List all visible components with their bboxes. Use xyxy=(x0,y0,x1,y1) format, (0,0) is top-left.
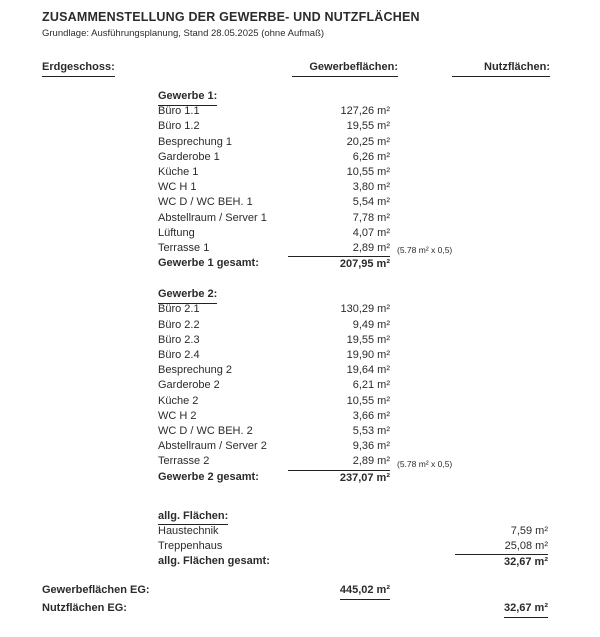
table-row xyxy=(0,394,600,409)
nutz-eg-total xyxy=(476,601,548,618)
gewerbe-area-value: 2,89 m² xyxy=(352,455,390,468)
calc-note: (5.78 m² x 0,5) xyxy=(397,245,453,256)
table-row xyxy=(0,165,600,180)
gewerbe-eg-total-text: 445,02 m² xyxy=(340,583,390,600)
table-row xyxy=(0,302,600,317)
column-header-nutzflaechen: Nutzflächen: xyxy=(452,60,550,77)
row-label: WC H 1 xyxy=(158,181,197,194)
section-total-row xyxy=(0,470,600,485)
row-label: Küche 1 xyxy=(158,165,199,178)
gewerbe-area-value: 19,55 m² xyxy=(346,120,390,133)
gewerbe-area-value: 9,49 m² xyxy=(352,318,390,331)
gewerbe-area-value: 6,26 m² xyxy=(352,150,390,163)
row-label: Besprechung 1 xyxy=(158,135,232,148)
table-row xyxy=(0,363,600,378)
nutz-total-value: 32,67 m² xyxy=(455,554,548,570)
summary-footer xyxy=(0,583,600,619)
table-row xyxy=(0,226,600,241)
table-row xyxy=(0,378,600,393)
gewerbe-area-value: 10,55 m² xyxy=(346,165,390,178)
table-row xyxy=(0,348,600,363)
row-label: WC D / WC BEH. 1 xyxy=(158,196,253,209)
table-row xyxy=(0,524,600,539)
section-heading-row xyxy=(0,509,600,524)
section-heading-text: Gewerbe 1: xyxy=(158,89,217,106)
gewerbe-area-value: 3,66 m² xyxy=(352,409,390,422)
gewerbe-eg-total xyxy=(306,583,390,600)
section-heading xyxy=(158,509,306,526)
section-heading-row xyxy=(0,89,600,104)
table-row xyxy=(0,180,600,195)
gewerbe-total-value: 237,07 m² xyxy=(288,470,390,486)
row-label: Büro 1.2 xyxy=(158,120,200,133)
total-label: allg. Flächen gesamt: xyxy=(158,555,270,568)
table-row xyxy=(0,241,600,256)
row-label: Büro 2.2 xyxy=(158,318,200,331)
table-row xyxy=(0,318,600,333)
column-header-erdgeschoss: Erdgeschoss: xyxy=(42,60,115,77)
table-row xyxy=(0,424,600,439)
table-row xyxy=(0,409,600,424)
nutz-area-value: 7,59 m² xyxy=(510,524,548,537)
gewerbe-area-value: 5,54 m² xyxy=(352,196,390,209)
table-row xyxy=(0,211,600,226)
gewerbe-area-value: 4,07 m² xyxy=(352,226,390,239)
section-heading xyxy=(158,287,306,304)
area-section xyxy=(0,287,600,484)
section-heading xyxy=(158,89,306,106)
row-label: Garderobe 1 xyxy=(158,150,220,163)
section-total-row xyxy=(0,554,600,569)
table-row xyxy=(0,104,600,119)
gewerbe-area-value: 127,26 m² xyxy=(340,105,390,118)
gewerbe-area-value: 7,78 m² xyxy=(352,211,390,224)
table-row xyxy=(0,195,600,210)
row-label: Lüftung xyxy=(158,226,195,239)
row-label: Büro 2.3 xyxy=(158,333,200,346)
row-label: WC D / WC BEH. 2 xyxy=(158,424,253,437)
row-label: Büro 1.1 xyxy=(158,105,200,118)
page-title: ZUSAMMENSTELLUNG DER GEWERBE- UND NUTZFLÄCHEN xyxy=(42,10,420,24)
gewerbe-area-value: 20,25 m² xyxy=(346,135,390,148)
table-row xyxy=(0,119,600,134)
section-total-row xyxy=(0,256,600,271)
area-section xyxy=(0,89,600,271)
gewerbe-area-value: 19,64 m² xyxy=(346,364,390,377)
row-label: Küche 2 xyxy=(158,394,199,407)
table-row xyxy=(0,539,600,554)
row-label: Treppenhaus xyxy=(158,540,223,553)
row-label: Haustechnik xyxy=(158,524,219,537)
footer-label: Gewerbeflächen EG: xyxy=(42,584,150,597)
footer-label: Nutzflächen EG: xyxy=(42,602,127,615)
row-label: Abstellraum / Server 1 xyxy=(158,211,267,224)
gewerbe-area-value: 5,53 m² xyxy=(352,424,390,437)
row-label: Besprechung 2 xyxy=(158,364,232,377)
sections-container xyxy=(0,89,600,569)
nutz-area-value: 25,08 m² xyxy=(504,540,548,553)
table-row xyxy=(0,333,600,348)
row-label: Terrasse 2 xyxy=(158,455,210,468)
total-label: Gewerbe 1 gesamt: xyxy=(158,257,259,270)
row-label: WC H 2 xyxy=(158,409,197,422)
table-row xyxy=(0,454,600,469)
table-row xyxy=(0,439,600,454)
gewerbe-area-value: 19,90 m² xyxy=(346,349,390,361)
gewerbe-area-value: 3,80 m² xyxy=(352,181,390,194)
gewerbe-area-value: 9,36 m² xyxy=(352,440,390,453)
gewerbe-area-value: 19,55 m² xyxy=(346,333,390,346)
row-label: Abstellraum / Server 2 xyxy=(158,440,267,453)
gewerbe-area-value: 10,55 m² xyxy=(346,394,390,407)
footer-total-row xyxy=(0,601,600,619)
table-row xyxy=(0,150,600,165)
area-section xyxy=(0,509,600,570)
row-label: Terrasse 1 xyxy=(158,241,210,254)
section-heading-row xyxy=(0,287,600,302)
footer-total-row xyxy=(0,583,600,601)
section-heading-text: allg. Flächen: xyxy=(158,509,228,526)
gewerbe-area-value: 6,21 m² xyxy=(352,379,390,392)
page-subtitle: Grundlage: Ausführungsplanung, Stand 28.05.2025 (ohne Aufmaß) xyxy=(42,28,325,39)
calc-note: (5.78 m² x 0,5) xyxy=(397,458,453,469)
column-header-gewerbeflaechen: Gewerbeflächen: xyxy=(292,60,398,77)
nutz-eg-total-text: 32,67 m² xyxy=(504,601,548,618)
row-label: Büro 2.1 xyxy=(158,303,200,316)
row-label: Büro 2.4 xyxy=(158,349,200,361)
gewerbe-area-value: 130,29 m² xyxy=(340,303,390,316)
gewerbe-area-value: 2,89 m² xyxy=(352,241,390,254)
table-row xyxy=(0,135,600,150)
total-label: Gewerbe 2 gesamt: xyxy=(158,470,259,483)
gewerbe-total-value: 207,95 m² xyxy=(288,256,390,272)
column-header-row xyxy=(0,60,600,77)
row-label: Garderobe 2 xyxy=(158,379,220,392)
section-heading-text: Gewerbe 2: xyxy=(158,287,217,304)
